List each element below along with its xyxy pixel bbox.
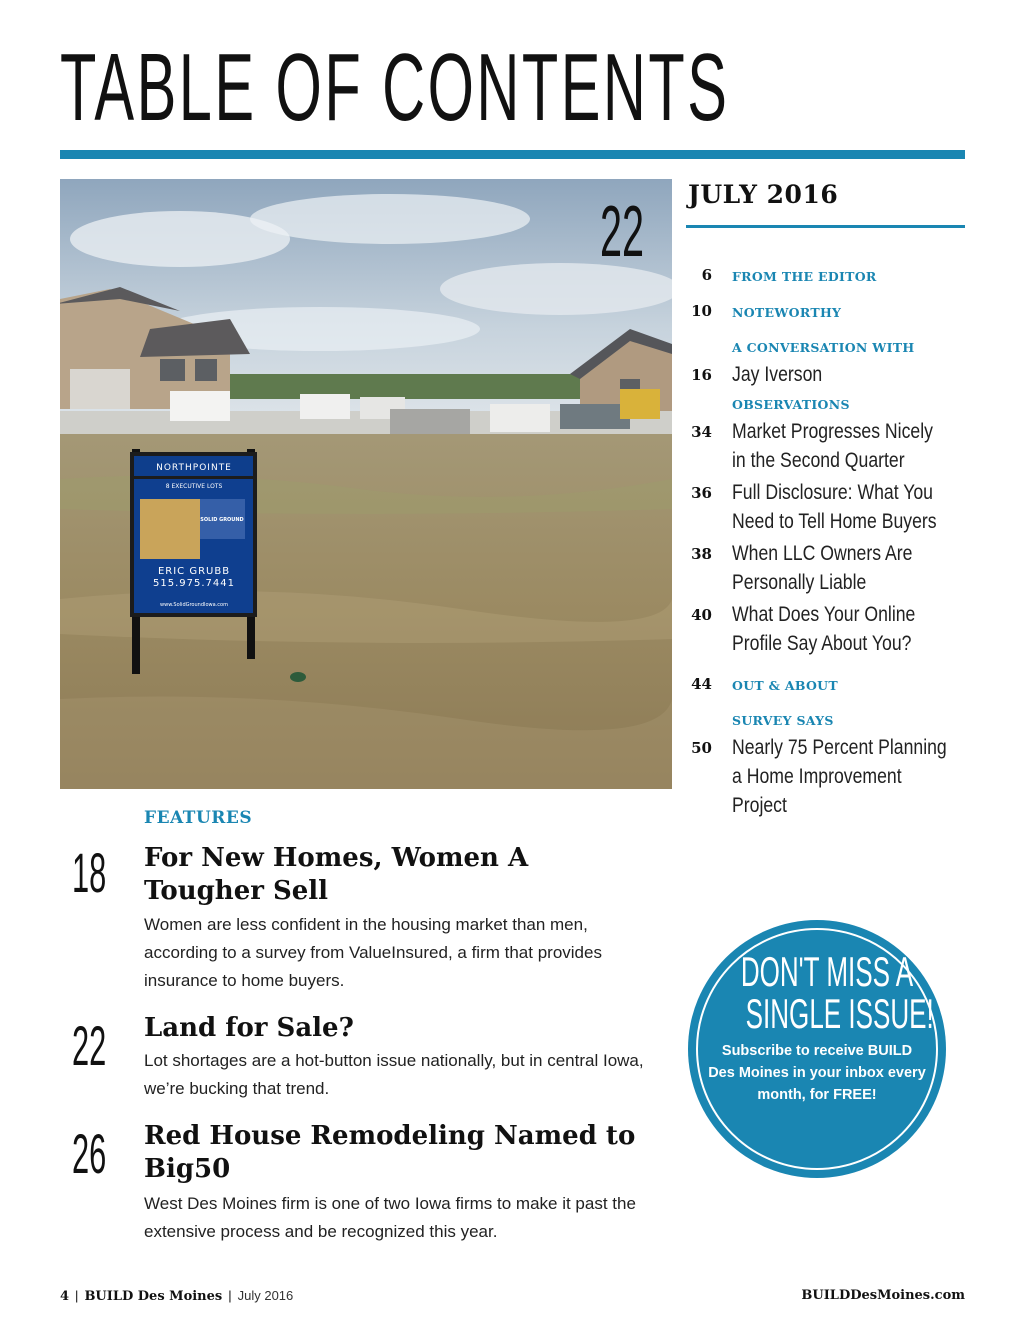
toc-article-title: Market Progresses Nicely in the Second Quarter [732, 420, 933, 472]
toc-section-label: FROM THE EDITOR [732, 269, 877, 284]
feature-page-number: 26 [72, 1122, 107, 1185]
toc-section-label: OBSERVATIONS [732, 397, 850, 412]
toc-page-number: 34 [691, 423, 712, 441]
feature-title[interactable]: Red House Remodeling Named to Big50 [144, 1121, 636, 1184]
toc-section-label: OUT & ABOUT [732, 678, 838, 693]
features-heading: FEATURES [144, 808, 253, 828]
sign-headline: NORTHPOINTE [156, 463, 232, 473]
feature-title[interactable]: Land for Sale? [144, 1013, 354, 1043]
toc-section-label: SURVEY SAYS [732, 713, 834, 728]
feature-page-number: 22 [72, 1014, 107, 1077]
photo-page-number: 22 [600, 192, 645, 272]
toc-section-label: NOTEWORTHY [732, 305, 842, 320]
feature-description: West Des Moines firm is one of two Iowa firms to make it past the extensive process and be recognized this year. [144, 1194, 636, 1241]
feature-title[interactable]: For New Homes, Women A Tougher Sell [144, 843, 529, 906]
toc-section-label: A CONVERSATION WITH [732, 340, 915, 355]
month-rule [686, 225, 965, 228]
sign-logo: SOLID GROUND [200, 517, 244, 523]
sign-agent-name: ERIC GRUBB [157, 566, 231, 577]
subscribe-badge[interactable] [688, 920, 946, 1178]
footer-page-number: 4 [60, 1289, 70, 1304]
sign-website: www.SolidGroundIowa.com [160, 602, 228, 608]
footer-publication: BUILD Des Moines [84, 1289, 223, 1304]
feature-description: Women are less confident in the housing market than men, according to a survey from ValueInsured, a firm that provides insurance to home buyers. [144, 915, 602, 990]
toc-article-title: What Does Your Online Profile Say About You? [732, 603, 916, 655]
footer-folio [60, 1288, 293, 1304]
footer-separator: | [75, 1288, 79, 1303]
toc-page-number: 40 [691, 606, 712, 624]
toc-page-number: 50 [691, 739, 712, 757]
footer-date: July 2016 [237, 1288, 294, 1303]
toc-article-title: Nearly 75 Percent Planning a Home Improvement Project [732, 736, 947, 817]
toc-article-title: When LLC Owners Are Personally Liable [732, 542, 913, 594]
sign-subline: 8 EXECUTIVE LOTS [165, 483, 223, 490]
toc-page-number: 38 [691, 545, 712, 563]
cover-photo [60, 179, 672, 789]
toc-page-number: 6 [701, 266, 712, 284]
toc-article-title: Full Disclosure: What You Need to Tell Home Buyers [732, 481, 937, 533]
toc-page-number: 44 [691, 675, 712, 693]
footer-website[interactable]: BUILDDesMoines.com [801, 1288, 965, 1303]
badge-headline-line-2: SINGLE ISSUE! [745, 990, 934, 1037]
page-title: TABLE OF CONTENTS [60, 34, 730, 141]
badge-headline-line-1: DON'T MISS A [740, 948, 914, 995]
sign-phone: 515.975.7441 [153, 578, 235, 589]
toc-page-number: 16 [691, 366, 712, 384]
toc-page-number: 36 [691, 484, 712, 502]
issue-month: JULY 2016 [688, 180, 839, 209]
feature-description: Lot shortages are a hot-button issue nationally, but in central Iowa, we’re bucking that trend. [144, 1051, 644, 1098]
badge-body: Subscribe to receive BUILD Des Moines in your inbox every month, for FREE! [708, 1043, 926, 1103]
toc-page-number: 10 [691, 302, 712, 320]
feature-page-number: 18 [72, 841, 107, 904]
footer-separator: | [228, 1288, 232, 1303]
title-rule [60, 150, 965, 159]
toc-article-title: Jay Iverson [732, 363, 823, 386]
